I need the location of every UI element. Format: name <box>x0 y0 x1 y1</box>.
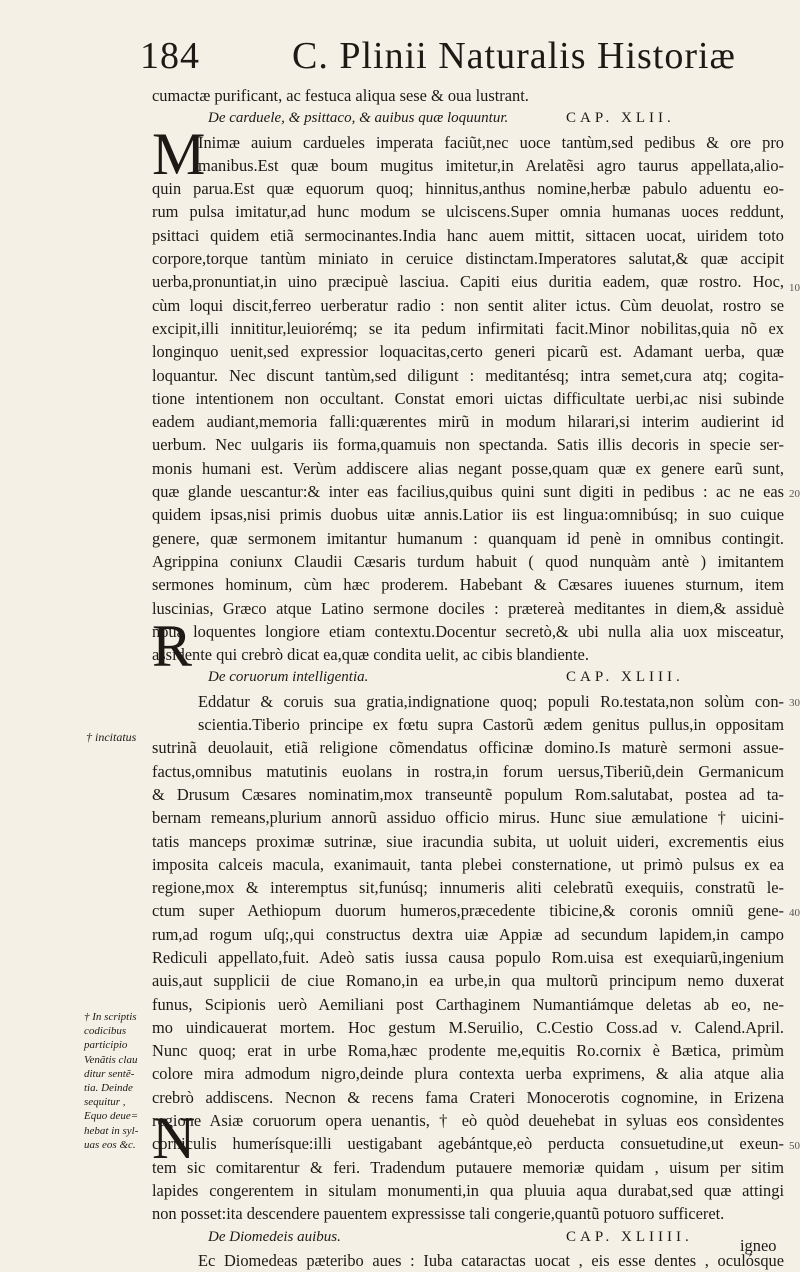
text-line: regione Asiæ coruorum opera uenantis, † eò quòd deuehebat in syluas eos consìdentes <box>152 1111 784 1131</box>
drop-cap: N <box>152 1105 196 1171</box>
text-line: tatis manceps proximæ sutrinæ, siue iracundia subita, ut uoluit uideri, excrementis eius <box>152 831 784 851</box>
text-line: crebrò addiscens. Necnon & recens fama Crateri Monocerotis cognomine, in Erizena <box>152 1087 784 1107</box>
text-line: rum,ad rogum uſq;,qui constructus dextra uiæ Appiæ ad secundum lapidem,in campo <box>152 924 784 944</box>
text-line: Ec Diomedeas pæteribo aues : Iuba cataractas uocat , eis esse dentes , oculósque <box>198 1250 784 1270</box>
text-line: sermones hominum, cùm hæc proderem. Habebant & Cæsares iuuenes sturnum, item <box>152 575 784 595</box>
margin-note-line: uas eos &c. <box>84 1138 136 1151</box>
margin-note-line: Venãtis clau <box>84 1053 138 1066</box>
text-line: sutrinã deuolauit, etiã religione cõmendatus officinæ domino.Is maturè sermoni assue- <box>152 738 784 758</box>
margin-note-line: sequitur , <box>84 1096 126 1109</box>
chapter-heading <box>152 1226 784 1249</box>
line-number: 40 <box>789 907 800 919</box>
margin-note-line: Equo deue= <box>84 1110 139 1123</box>
text-line: psittaci quidem etiã sermocinantes.India hanc auem mittit, sittacen uocat, uiridem toto <box>152 225 784 245</box>
running-title: C. Plinii Naturalis Historiæ <box>292 35 736 77</box>
text-line: corpore,torque tantùm miniato in ceruice distinctam.Imperatores salutat,& quæ accipit <box>152 249 784 269</box>
margin-note <box>84 1010 150 1152</box>
margin-note-line: hebat in syl- <box>84 1124 139 1137</box>
margin-note-line: participio <box>84 1039 128 1052</box>
text-line: manibus.Est quæ boum mugitus imitetur,in Arelatẽsi agro taurus appellata,alio- <box>198 155 784 175</box>
text-line: & Drusum Cæsares nominatim,mox transeuntẽ populum Rom.salutabat, postea ad ta- <box>152 784 784 804</box>
text-line: Eddatur & coruis sua gratia,indignatione quoq; populi Ro.testata,non solùm con- <box>198 691 784 711</box>
text-line: regione,mox & interemptus sit,funúsq; innumeris aliti celebratũ exequiis, constratũ le- <box>152 878 784 898</box>
chapter-heading <box>152 107 784 130</box>
opening-line: cumactæ purificant, ac festuca aliqua sese & oua lustrant. <box>152 86 529 105</box>
text-line: Agrippina coniunx Claudii Cæsaris turdum habuit ( quod nunquàm antè ) imitantem <box>152 551 784 571</box>
chapter-number: CAP. XLII. <box>566 110 675 127</box>
text-line: tione intentionem non occultant. Constat emori uictas difficultate uerbi,ac nisi subinde <box>152 388 784 408</box>
text-line: monis humani est. Verùm addiscere alias negant posse,quam quæ ex genere earũ sunt, <box>152 458 784 478</box>
text-line: genere, quæ sermonem imitantur humanum : quanquam id penè in omnibus contingit. <box>152 528 784 548</box>
margin-note: † incitatus <box>86 730 137 744</box>
text-line: bernam remeans,plurium annorũ assiduo officio mirus. Hunc siue æmulatione † uicini- <box>152 808 784 828</box>
text-line: ctum super Aethiopum duorum humeros,præcedente tibicine,& coronis omniũ gene- <box>152 901 784 921</box>
margin-note-line: codicibus <box>84 1025 127 1038</box>
text-line: corniculis humerísque:illi uestigabant agebántque,eò perducta consuetudine,ut exeun- <box>152 1134 784 1154</box>
text-line: eadem audiant,memoria falli:quærentes mirũ in modum hilarari,si interim audierint id <box>152 412 784 432</box>
text-line: rum pulsa imitatur,ad hunc modum se ulciscens.Super omnia humanas uoces reddunt, <box>152 202 784 222</box>
text-line: auis,aut supplicii de ciue Romano,in ea urbe,in qua multorũ principum nemo duxerat <box>152 971 784 991</box>
drop-cap: R <box>152 613 193 679</box>
chapter-body <box>152 690 784 1226</box>
chapter-number: CAP. XLIIII. <box>566 1228 693 1245</box>
catchword: igneo <box>740 1236 777 1255</box>
line-number: 10 <box>789 282 800 294</box>
text-line: luscinias, Græco atque Latino sermone dociles : prætereà meditantes in diem,& assiduè <box>152 598 784 618</box>
text-line: assidente qui crebrò dicat ea,quæ condita uelit, ac cibis blandiente. <box>152 645 589 665</box>
text-line: noua loquentes longiore etiam contextu.Docentur secretò,& ubi nulla alia uox misceatur, <box>152 621 784 641</box>
text-line: mo uindicauerat mortem. Hoc gestum M.Seruilio, C.Cestio Coss.ad v. Calend.April. <box>152 1017 784 1037</box>
text-line: funus, Scipionis uerò Aemiliani post Carthaginem Numantiámque deletas ab eo, ne- <box>152 994 784 1014</box>
text-line: cùm loqui discit,ferreo uerberatur radio : non sentit aliter ictus. Cùm deuolat, rostro se <box>152 295 784 315</box>
chapter-title: De carduele, & psittaco, & auibus quæ loquuntur. <box>208 110 509 127</box>
text-line: uerba,pronuntiat,in uino præcipuè lasciua. Capiti eius duritia eadem, quæ rostro. Hoc, <box>152 272 784 292</box>
text-line: non posset:ita descendere pauentem expressisse tali congerie,quantũ potuoro sufficeret. <box>152 1204 725 1224</box>
text-line: tem sic comitarentur & feri. Tradendum putauere memoriæ quidam , uisum per sitim <box>152 1157 784 1177</box>
margin-note-line: † In scriptis <box>84 1011 137 1023</box>
running-header <box>140 32 800 80</box>
chapter-title: De Diomedeis auibus. <box>208 1228 341 1245</box>
chapter-heading <box>152 666 784 689</box>
text-line: Nunc quoq; erat in urbe Roma,hæc prodente me,equitis Ro.cornix è Bætica, primùm <box>152 1041 784 1061</box>
text-line: longinquo uenit,sed expressior loquacitas,certo generi picarũ est. Adamant uerba, quæ <box>152 342 784 362</box>
margin-note-line: ditur sentẽ- <box>84 1067 135 1080</box>
text-line: uerbum. Nec uulgaris iis forma,quamuis non spectanda. Satis illis decoris in specie ser- <box>152 435 784 455</box>
text-line: factus,omnibus matutinis euolans in rostra,in forum uersus,Tiberiũ,dein Germanicum <box>152 761 784 781</box>
main-text <box>152 84 784 1272</box>
page-number: 184 <box>140 35 200 77</box>
text-line: Rediculi appellato,fuit. Adeò satis iussa causa populo Rom.uisa est exequiarũ,ingenium <box>152 947 784 967</box>
chapter-body <box>152 1249 784 1272</box>
text-line: Inimæ auium cardueles imperata faciũt,nec uoce tantùm,sed pedibus & ore pro <box>198 132 784 152</box>
line-number: 30 <box>789 697 800 709</box>
text-line: quin parua.Est quæ equorum quoq; hinnitus,anthus nomine,herbæ pabulo aduentu eo- <box>152 179 784 199</box>
chapter-title: De coruorum intelligentia. <box>208 669 369 686</box>
drop-cap: M <box>152 121 206 187</box>
chapter-body <box>152 131 784 667</box>
text-line: quæ glande uescantur:& inter eas facilius,quibus quini sunt digiti in pedibus : ac ne eas <box>152 482 784 502</box>
text-line: scientia.Tiberio principe ex fœtu supra Castorũ ædem genitus pullus,in oppositam <box>198 715 784 735</box>
text-line: loquantur. Nec discunt tantùm,sed diligunt : meditantésq; intra semet,cura atq; cogita- <box>152 365 784 385</box>
text-line: excipit,illi innititur,leuiorémq; se ita pedum infirmitati facit.Minor nobilitas,quia nõ ex <box>152 318 784 338</box>
text-line: quidem ipsas,nisi primis duobus uitæ annis.Latior iis est lingua:omnibúsq; in suo cuique <box>152 505 784 525</box>
line-number: 20 <box>789 488 800 500</box>
margin-note-line: tia. Deinde <box>84 1081 133 1094</box>
text-line: lapides congerentem in situlam monumenti,in qua pluuia aqua durabat,sed quæ attingi <box>152 1180 784 1200</box>
text-line: colore mira admodum nigro,deinde plura contexta uerba exprimens, & alia atque alia <box>152 1064 784 1084</box>
line-number: 50 <box>789 1140 800 1152</box>
text-line: imposita calceis macula, exanimauit, tanta plebei consternatione, ut primò pulsus ex ea <box>152 854 784 874</box>
chapter-number: CAP. XLIII. <box>566 669 684 686</box>
